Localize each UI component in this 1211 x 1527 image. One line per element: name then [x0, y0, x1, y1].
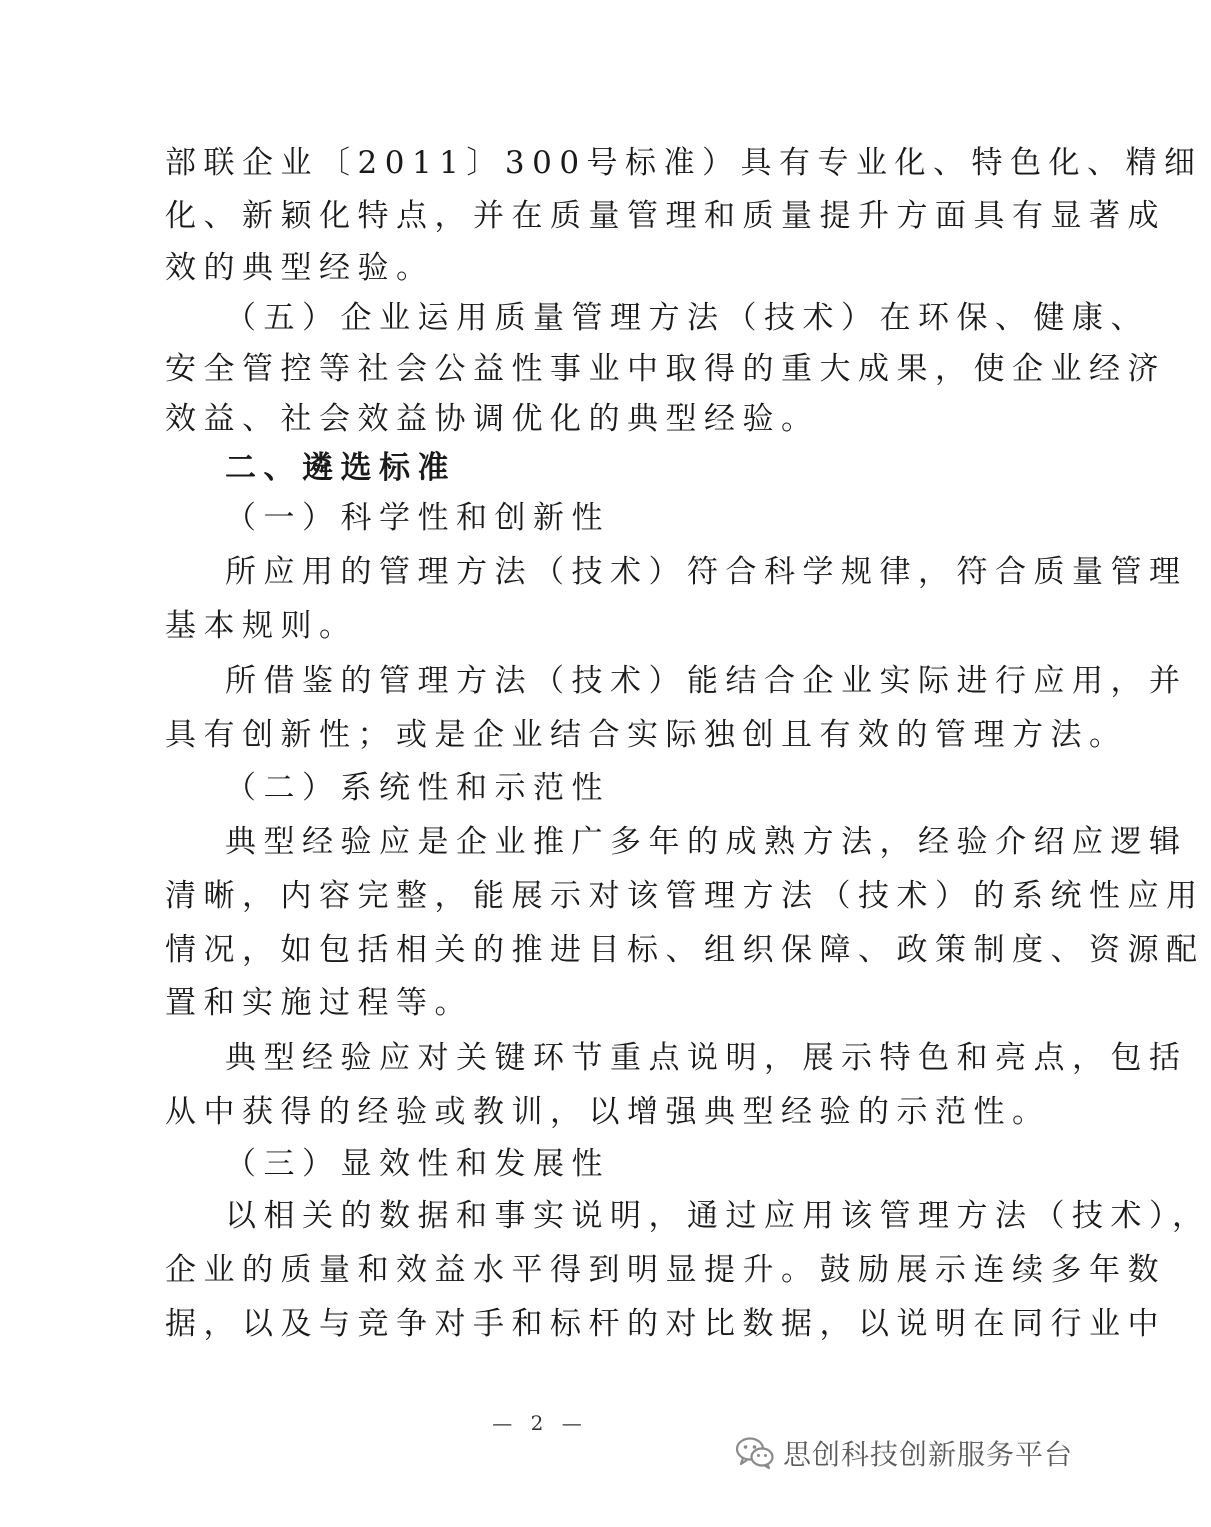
page-number: — 2 — — [492, 1411, 588, 1435]
wechat-icon — [735, 1436, 775, 1470]
watermark — [735, 1428, 1073, 1478]
paragraph-line: 企业的质量和效益水平得到明显提升。鼓励展示连续多年数 — [165, 1252, 1166, 1288]
watermark-text: 思创科技创新服务平台 — [783, 1438, 1074, 1471]
paragraph-line: 置和实施过程等。 — [165, 985, 473, 1021]
paragraph-line: 清晰，内容完整，能展示对该管理方法（技术）的系统性应用 — [165, 878, 1205, 914]
paragraph-line: 基本规则。 — [165, 608, 358, 644]
paragraph-line: （五）企业运用质量管理方法（技术）在环保、健康、 — [225, 300, 1149, 336]
paragraph-line: 效益、社会效益协调优化的典型经验。 — [165, 401, 820, 437]
paragraph-line: 情况，如包括相关的推进目标、组织保障、政策制度、资源配 — [165, 932, 1205, 968]
paragraph-line: 典型经验应对关键环节重点说明，展示特色和亮点，包括 — [225, 1040, 1188, 1076]
paragraph-line: 效的典型经验。 — [165, 250, 435, 286]
subsection-heading: （三）显效性和发展性 — [225, 1146, 610, 1182]
paragraph-line: 部联企业〔2011〕300号标准）具有专业化、特色化、精细 — [165, 145, 1203, 181]
paragraph-line: 化、新颖化特点，并在质量管理和质量提升方面具有显著成 — [165, 198, 1166, 234]
paragraph-line: 据，以及与竞争对手和标杆的对比数据，以说明在同行业中 — [165, 1306, 1166, 1342]
paragraph-line: 典型经验应是企业推广多年的成熟方法，经验介绍应逻辑 — [225, 824, 1188, 860]
paragraph-line: 具有创新性；或是企业结合实际独创且有效的管理方法。 — [165, 717, 1128, 753]
subsection-heading: （一）科学性和创新性 — [225, 500, 610, 536]
paragraph-line: 从中获得的经验或教训，以增强典型经验的示范性。 — [165, 1094, 1051, 1130]
paragraph-line: 以相关的数据和事实说明，通过应用该管理方法（技术）， — [225, 1198, 1211, 1234]
paragraph-line: 所借鉴的管理方法（技术）能结合企业实际进行应用，并 — [225, 663, 1188, 699]
subsection-heading: （二）系统性和示范性 — [225, 770, 610, 806]
section-heading: 二、遴选标准 — [225, 450, 456, 486]
paragraph-line: 安全管控等社会公益性事业中取得的重大成果，使企业经济 — [165, 351, 1166, 387]
paragraph-line: 所应用的管理方法（技术）符合科学规律，符合质量管理 — [225, 554, 1188, 590]
